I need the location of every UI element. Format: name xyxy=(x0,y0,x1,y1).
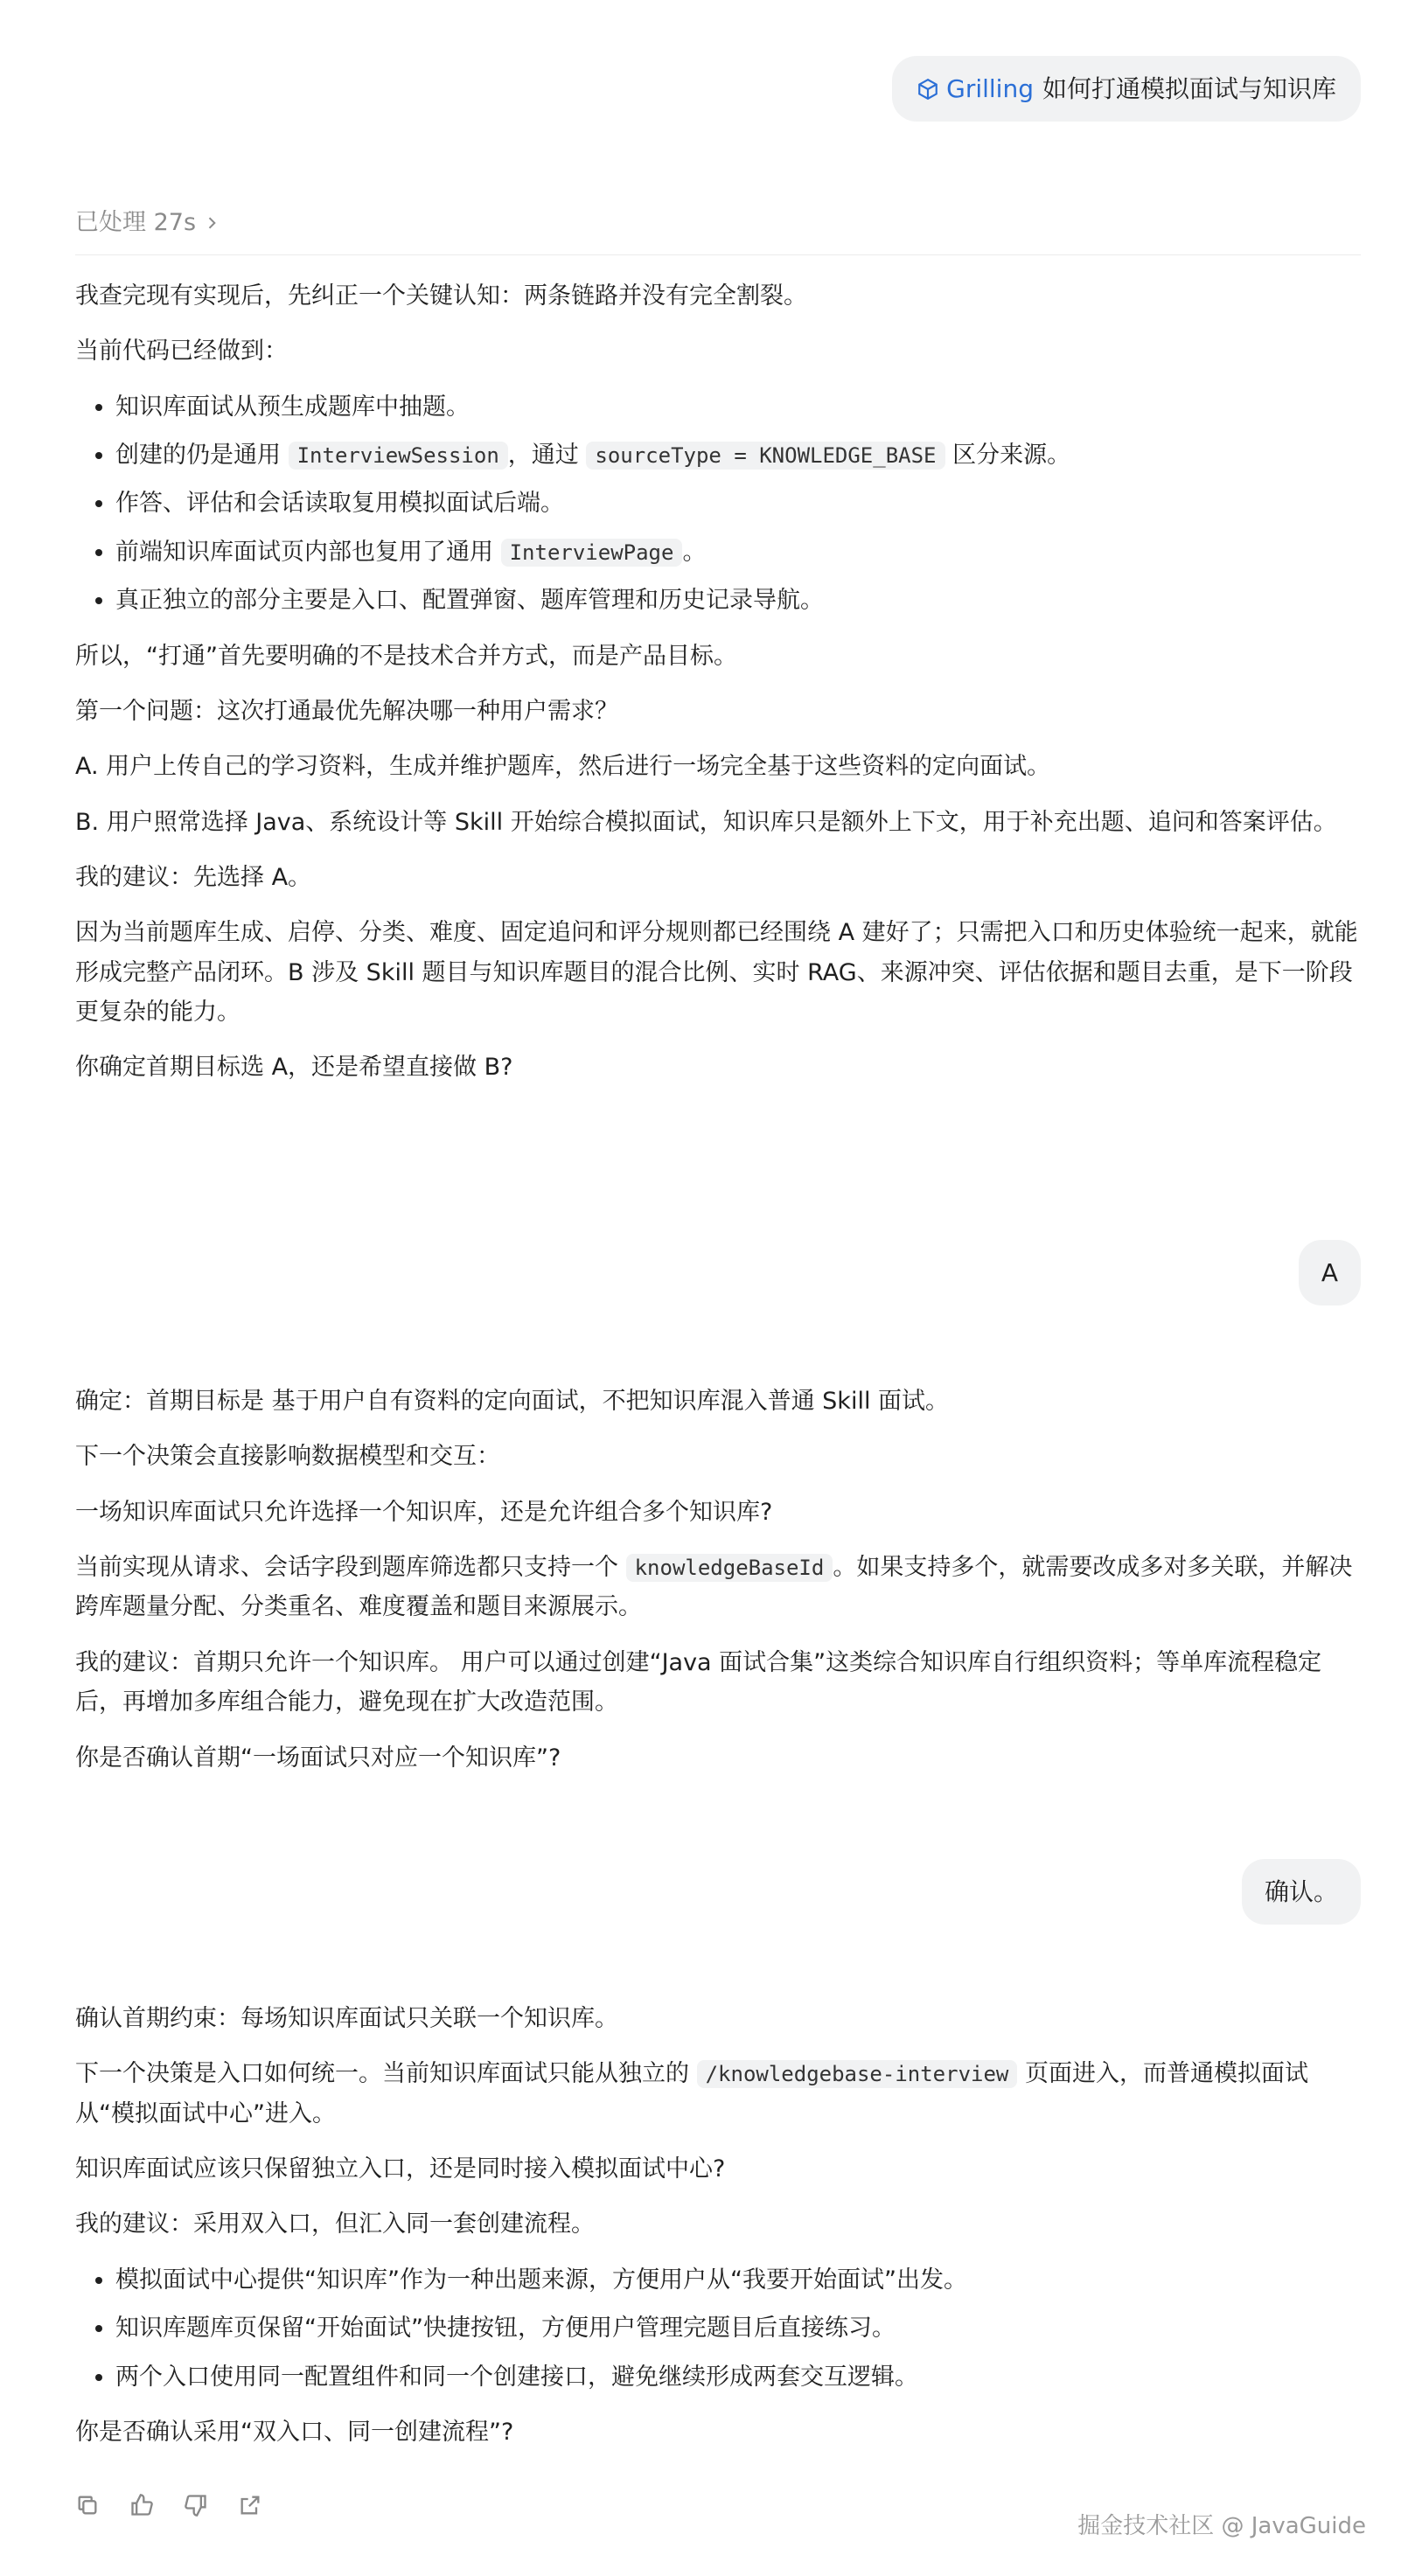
copy-icon xyxy=(75,2493,100,2517)
skill-name: Grilling xyxy=(946,74,1034,103)
paragraph: 当前代码已经做到： xyxy=(75,338,288,366)
paragraph: 知识库面试应该只保留独立入口，还是同时接入模拟面试中心? xyxy=(75,2155,726,2183)
inline-code: /knowledgebase-interview xyxy=(697,2060,1018,2088)
user-message-2: A xyxy=(1299,1240,1361,1305)
copy-button[interactable] xyxy=(75,2490,100,2515)
paragraph: 我的建议：先选择 A。 xyxy=(75,863,312,891)
paragraph: 你确定首期目标选 A，还是希望直接做 B? xyxy=(75,1054,513,1082)
skill-tag[interactable] xyxy=(917,68,1034,109)
assistant-reply-2 xyxy=(75,1382,1366,1793)
bullet-list xyxy=(75,387,1366,621)
chevron-right-icon xyxy=(203,214,220,232)
list-item: • 真正独立的部分主要是入口、配置弹窗、题库管理和历史记录导航。 xyxy=(115,581,1366,620)
share-icon xyxy=(238,2493,262,2517)
inline-code: InterviewPage xyxy=(501,539,683,567)
paragraph: 因为当前题库生成、启停、分类、难度、固定追问和评分规则都已经围绕 A 建好了；只需把入口和历史体验统一起来，就能形成完整产品闭环。B 涉及 Skill 题目与知识库题目的混合比例、实时 RAG、来源冲突、评估依据和题目去重，是下一阶段更复杂的能力。 xyxy=(75,919,1358,1027)
list-item: • 知识库题库页保留“开始面试”快捷按钮，方便用户管理完题目后直接练习。 xyxy=(115,2308,1366,2348)
paragraph: 确定：首期目标是 基于用户自有资料的定向面试，不把知识库混入普通 Skill 面试。 xyxy=(75,1388,950,1415)
paragraph: B. 用户照常选择 Java、系统设计等 Skill 开始综合模拟面试，知识库只是额外上下文，用于补充出题、追问和答案评估。 xyxy=(75,808,1337,836)
paragraph: 你是否确认首期“一场面试只对应一个知识库”? xyxy=(75,1744,561,1772)
watermark: 掘金技术社区 @ JavaGuide xyxy=(1077,2513,1366,2539)
list-item: • 作答、评估和会话读取复用模拟面试后端。 xyxy=(115,484,1366,523)
assistant-reply-3 xyxy=(75,1999,1366,2468)
thumbs-down-button[interactable] xyxy=(184,2490,208,2515)
list-item: • 前端知识库面试页内部也复用了通用 InterviewPage 。 xyxy=(115,533,1366,572)
paragraph: 我的建议：首期只允许一个知识库。 用户可以通过创建“Java 面试合集”这类综合知识库自行组织资料；等单库流程稳定后，再增加多库组合能力，避免现在扩大改造范围。 xyxy=(75,1648,1322,1716)
paragraph: 你是否确认采用“双入口、同一创建流程”? xyxy=(75,2418,514,2446)
inline-code: knowledgeBaseId xyxy=(626,1554,833,1582)
paragraph: 当前实现从请求、会话字段到题库筛选都只支持一个 knowledgeBaseId 。如果支持多个，就需要改成多对多关联，并解决跨库题量分配、分类重名、难度覆盖和题目来源展示。 xyxy=(75,1554,1353,1621)
paragraph: 下一个决策是入口如何统一。当前知识库面试只能从独立的 /knowledgebase-interview 页面进入，而普通模拟面试从“模拟面试中心”进入。 xyxy=(75,2060,1308,2127)
paragraph: A. 用户上传自己的学习资料，生成并维护题库，然后进行一场完全基于这些资料的定向面试。 xyxy=(75,753,1051,781)
paragraph: 一场知识库面试只允许选择一个知识库，还是允许组合多个知识库? xyxy=(75,1498,773,1526)
user-message-3: 确认。 xyxy=(1242,1859,1361,1925)
inline-code: InterviewSession xyxy=(289,442,508,470)
paragraph: 下一个决策会直接影响数据模型和交互： xyxy=(75,1443,500,1471)
thumbs-down-icon xyxy=(184,2493,208,2517)
bullet-list xyxy=(75,2260,1366,2397)
user-message-text: 如何打通模拟面试与知识库 xyxy=(1042,74,1336,103)
user-message-1 xyxy=(892,56,1361,122)
processed-label: 已处理 27s xyxy=(75,209,197,236)
paragraph: 所以，“打通”首先要明确的不是技术合并方式，而是产品目标。 xyxy=(75,642,737,670)
paragraph: 我的建议：采用双入口，但汇入同一套创建流程。 xyxy=(75,2210,595,2238)
list-item: • 模拟面试中心提供“知识库”作为一种出题来源，方便用户从“我要开始面试”出发。 xyxy=(115,2260,1366,2300)
assistant-reply-1 xyxy=(75,276,1366,1104)
thumbs-up-button[interactable] xyxy=(129,2490,154,2515)
list-item: • 两个入口使用同一配置组件和同一个创建接口，避免继续形成两套交互逻辑。 xyxy=(115,2357,1366,2397)
inline-code: sourceType = KNOWLEDGE_BASE xyxy=(586,442,944,470)
paragraph: 确认首期约束：每场知识库面试只关联一个知识库。 xyxy=(75,2005,618,2032)
message-actions xyxy=(75,2490,262,2515)
cube-icon xyxy=(917,78,939,101)
processed-toggle[interactable] xyxy=(75,203,1361,255)
list-item: • 知识库面试从预生成题库中抽题。 xyxy=(115,387,1366,427)
paragraph: 第一个问题：这次打通最优先解决哪一种用户需求？ xyxy=(75,697,618,725)
list-item: • 创建的仍是通用 InterviewSession ，通过 sourceType = KNOWLEDGE_BASE 区分来源。 xyxy=(115,435,1366,475)
thumbs-up-icon xyxy=(129,2493,154,2517)
share-button[interactable] xyxy=(238,2490,262,2515)
paragraph: 我查完现有实现后，先纠正一个关键认知：两条链路并没有完全割裂。 xyxy=(75,282,807,310)
